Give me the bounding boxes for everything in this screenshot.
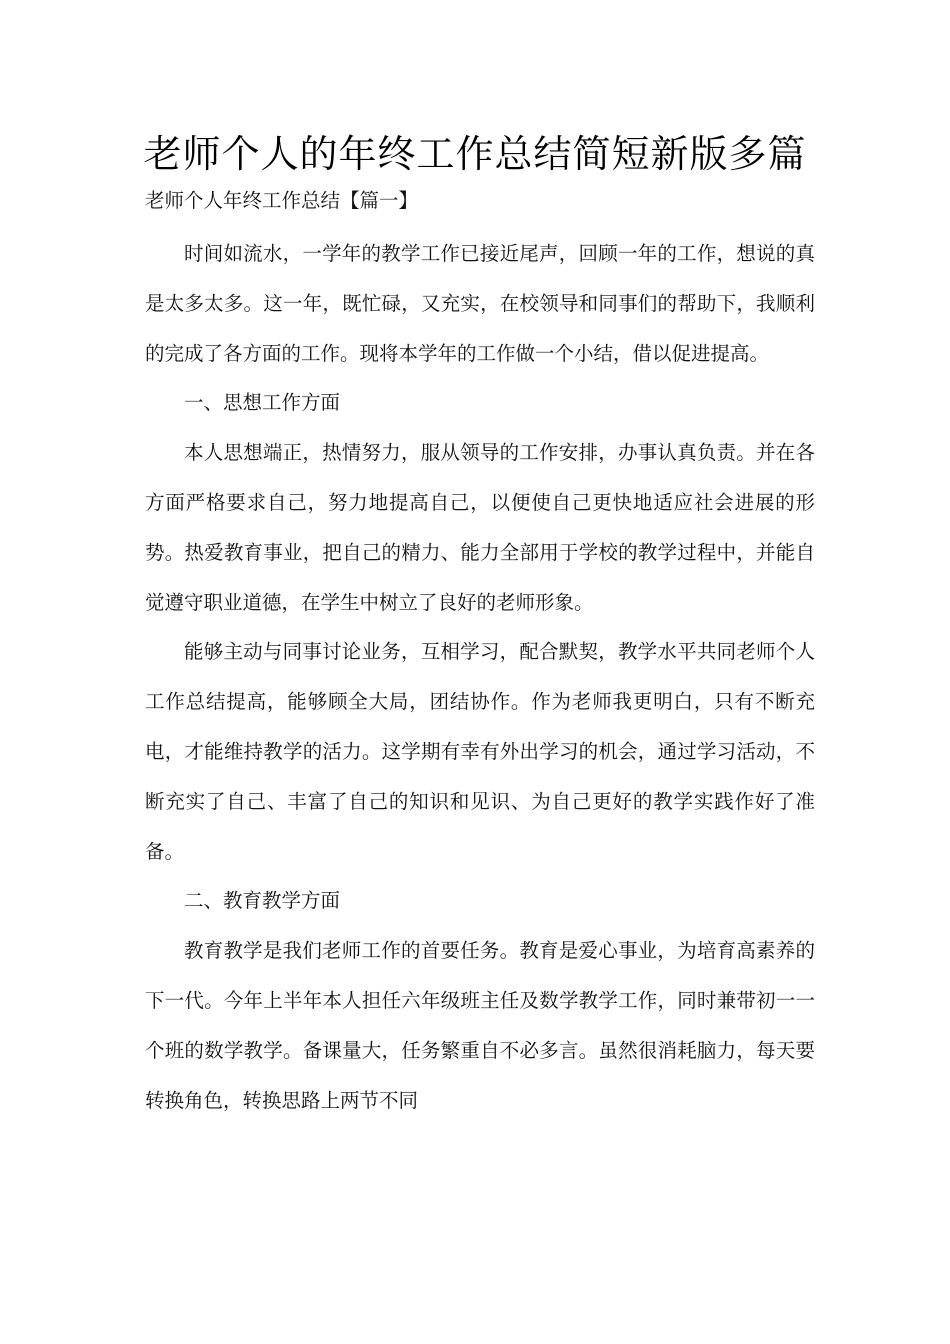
paragraph-intro: 时间如流水，一学年的教学工作已接近尾声，回顾一年的工作，想说的真是太多太多。这一年，既忙碌，又充实，在校领导和同事们的帮助下，我顺利的完成了各方面的工作。现将本学年的工作做一个小结，借以促进提高。	[145, 242, 815, 365]
document-title: 老师个人的年终工作总结简短新版多篇	[143, 132, 807, 176]
paragraph-teaching-1: 教育教学是我们老师工作的首要任务。教育是爱心事业，为培育高素养的下一代。今年上半年本人担任六年级班主任及数学教学工作，同时兼带初一一个班的数学教学。备课量大，任务繁重自不必多言。虽然很消耗脑力，每天要转换角色，转换思路上两节不同	[145, 939, 815, 1112]
document-body	[145, 229, 815, 1125]
document-subtitle: 老师个人年终工作总结【篇一】	[145, 189, 419, 212]
section-heading-1: 一、思想工作方面	[184, 391, 341, 415]
paragraph-thought-2: 能够主动与同事讨论业务，互相学习，配合默契，教学水平共同老师个人工作总结提高，能够顾全大局，团结协作。作为老师我更明白，只有不断充电，才能维持教学的活力。这学期有幸有外出学习的机会，通过学习活动，不断充实了自己、丰富了自己的知识和见识、为自己更好的教学实践作好了准备。	[145, 640, 815, 863]
paragraph-thought-1: 本人思想端正，热情努力，服从领导的工作安排，办事认真负责。并在各方面严格要求自己，努力地提高自己，以便使自己更快地适应社会进展的形势。热爱教育事业，把自己的精力、能力全部用于学校的教学过程中，并能自觉遵守职业道德，在学生中树立了良好的老师形象。	[145, 441, 815, 614]
section-heading-2: 二、教育教学方面	[184, 889, 341, 913]
